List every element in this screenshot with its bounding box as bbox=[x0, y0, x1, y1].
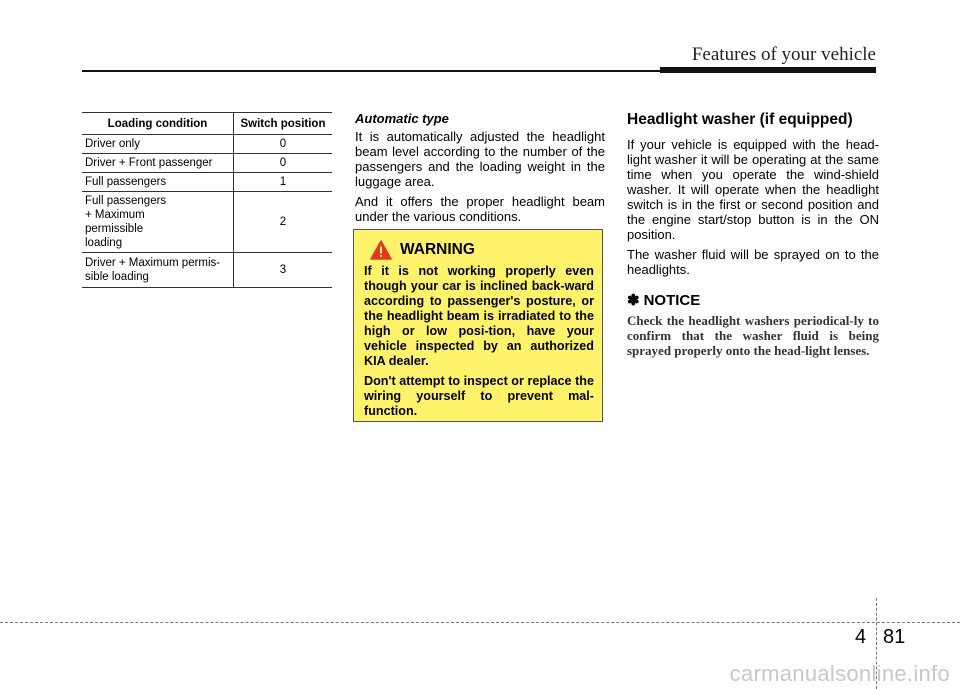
notice-title: NOTICE bbox=[643, 291, 701, 309]
warning-title: WARNING bbox=[400, 241, 475, 258]
table-row bbox=[82, 154, 332, 173]
warning-triangle-icon bbox=[370, 240, 392, 260]
automatic-paragraph: And it offers the proper headlight beam under the various conditions. bbox=[355, 194, 605, 224]
section-header-title: Features of your vehicle bbox=[691, 44, 876, 65]
warning-paragraph: If it is not working properly even though your car is inclined back-ward according to passenger's posture, or the headlight beam is irradiated to the high or low posi-tion, have your vehicle inspected by an authorized KIA dealer. bbox=[364, 264, 594, 368]
headlight-washer-title: Headlight washer (if equipped) bbox=[627, 111, 853, 128]
warning-box bbox=[353, 229, 603, 422]
warning-paragraph: Don't attempt to inspect or replace the wiring yourself to prevent mal-function. bbox=[364, 374, 594, 418]
loading-condition-cell: Driver only bbox=[82, 135, 234, 154]
headlight-washer-section bbox=[627, 111, 879, 358]
header-rule-accent bbox=[660, 67, 876, 73]
automatic-type-heading: Automatic type bbox=[355, 111, 449, 126]
footer-divider bbox=[0, 622, 960, 623]
loading-condition-cell: Full passengers + Maximum permissible loading bbox=[82, 192, 234, 253]
notice-star-icon: ✽ bbox=[627, 292, 640, 309]
automatic-paragraph: It is automatically adjusted the headlight beam level according to the number of the passengers and the loading weight in the luggage area. bbox=[355, 129, 605, 189]
table-row bbox=[82, 135, 332, 154]
loading-condition-cell: Full passengers bbox=[82, 173, 234, 192]
switch-position-cell: 3 bbox=[234, 253, 333, 288]
loading-condition-table bbox=[82, 112, 332, 288]
notice-text: Check the headlight washers periodical-ly to confirm that the washer fluid is being sprayed properly onto the head-light lenses. bbox=[627, 313, 879, 358]
loading-condition-cell: Driver + Maximum permis- sible loading bbox=[82, 253, 234, 288]
table-row bbox=[82, 253, 332, 288]
page-number: 81 bbox=[883, 626, 906, 648]
washer-paragraph: If your vehicle is equipped with the head-light washer it will be operating at the same time when you operate the wind-shield washer. It will operate when the headlight switch is in the first or second position and the engine start/stop button is in the ON position. bbox=[627, 137, 879, 242]
warning-header bbox=[370, 240, 594, 260]
switch-position-cell: 0 bbox=[234, 154, 333, 173]
loading-condition-cell: Driver + Front passenger bbox=[82, 154, 234, 173]
automatic-type-section bbox=[355, 111, 605, 229]
washer-paragraph: The washer fluid will be sprayed on to the headlights. bbox=[627, 247, 879, 277]
watermark: carmanualsonline.info bbox=[729, 661, 950, 686]
notice-header bbox=[627, 291, 879, 309]
table-row bbox=[82, 173, 332, 192]
switch-position-cell: 2 bbox=[234, 192, 333, 253]
table-header-row bbox=[82, 113, 332, 135]
column-header-switch-position: Switch position bbox=[234, 113, 333, 135]
chapter-number: 4 bbox=[855, 626, 867, 648]
table-row bbox=[82, 192, 332, 253]
switch-position-cell: 1 bbox=[234, 173, 333, 192]
column-header-loading-condition: Loading condition bbox=[82, 113, 234, 135]
switch-position-cell: 0 bbox=[234, 135, 333, 154]
